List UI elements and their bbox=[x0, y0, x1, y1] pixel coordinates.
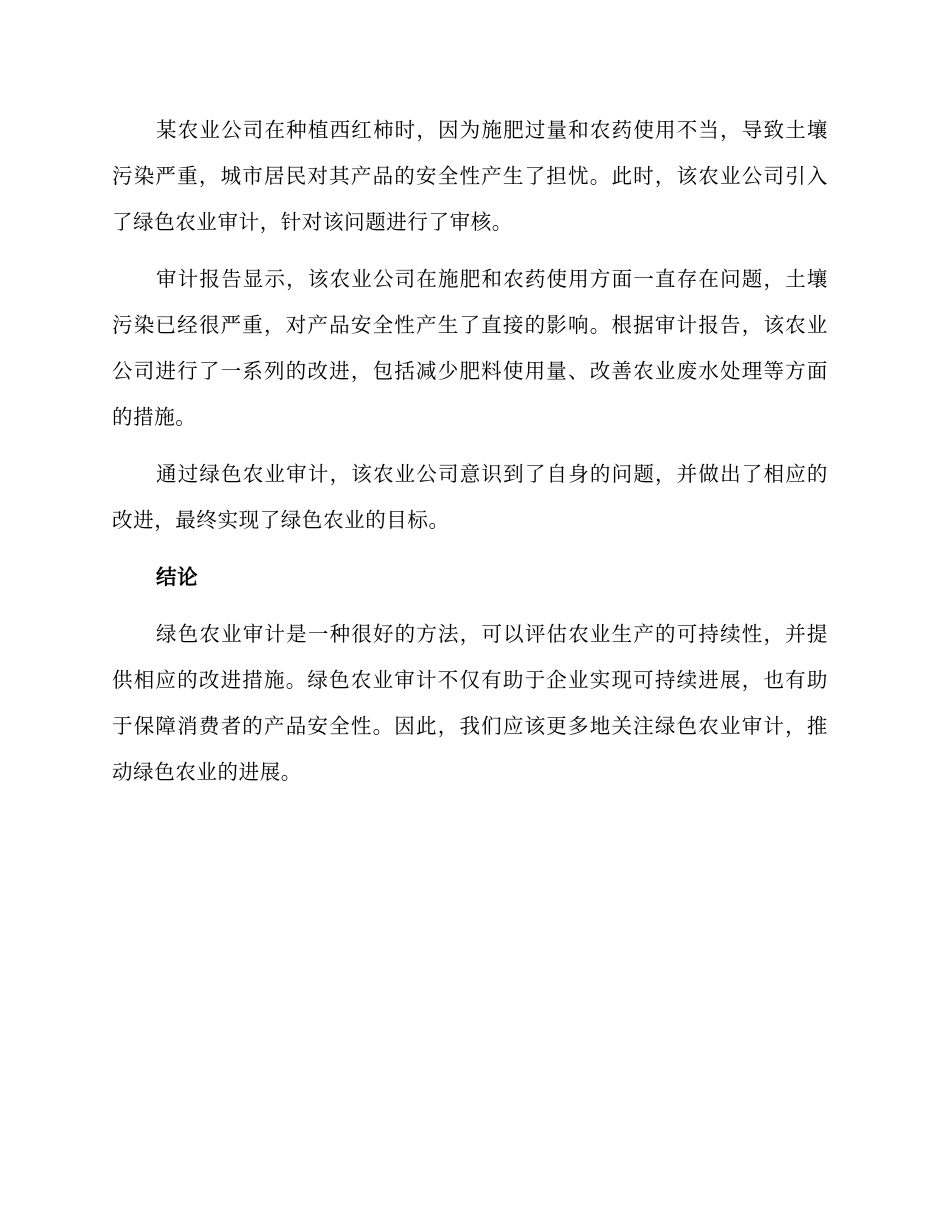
paragraph-audit-outcome: 通过绿色农业审计，该农业公司意识到了自身的问题，并做出了相应的改进，最终实现了绿色农业的目标。 bbox=[112, 462, 828, 532]
paragraph-audit-report: 审计报告显示，该农业公司在施肥和农药使用方面一直存在问题，土壤污染已经很严重，对产品安全性产生了直接的影响。根据审计报告，该农业公司进行了一系列的改进，包括减少肥料使用量、改善农业废水处理等方面的措施。 bbox=[112, 267, 828, 429]
paragraph-case-intro: 某农业公司在种植西红柿时，因为施肥过量和农药使用不当，导致土壤污染严重，城市居民对其产品的安全性产生了担忧。此时，该农业公司引入了绿色农业审计，针对该问题进行了审核。 bbox=[112, 118, 828, 234]
paragraph-conclusion: 绿色农业审计是一种很好的方法，可以评估农业生产的可持续性，并提供相应的改进措施。绿色农业审计不仅有助于企业实现可持续进展，也有助于保障消费者的产品安全性。因此，我们应该更多地关注绿色农业审计，推动绿色农业的进展。 bbox=[112, 622, 828, 784]
section-heading-conclusion: 结论 bbox=[156, 565, 199, 589]
document-page bbox=[112, 107, 828, 806]
